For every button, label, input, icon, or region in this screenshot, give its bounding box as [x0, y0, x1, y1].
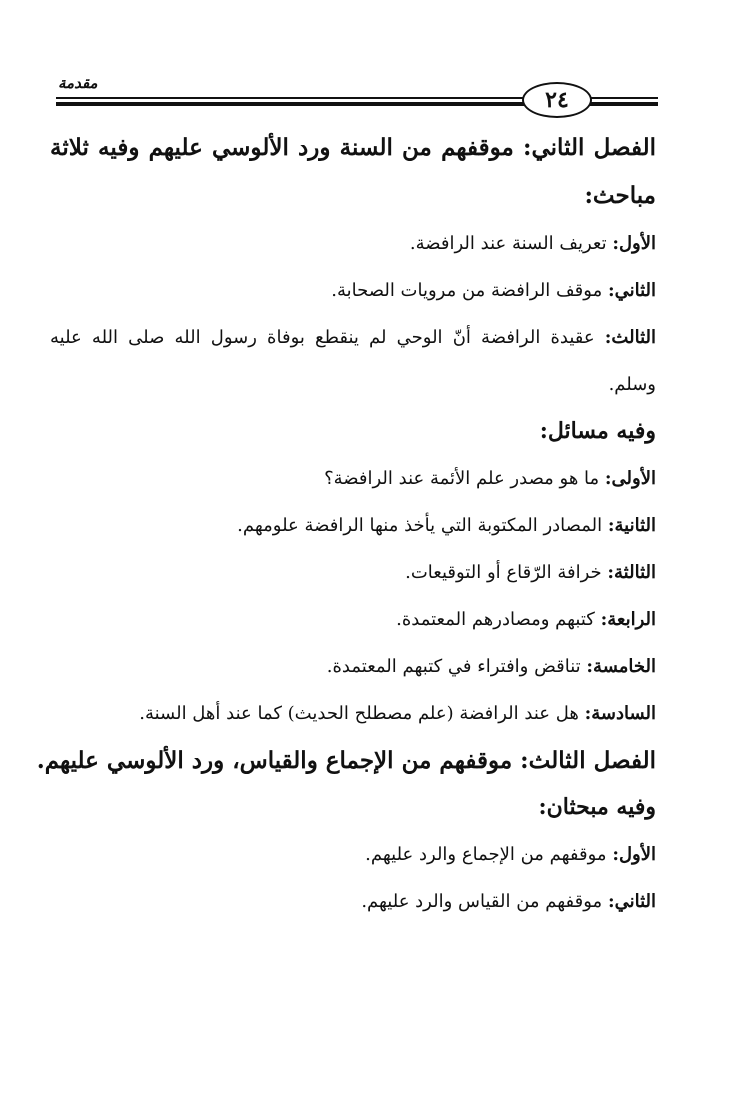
- list-item: السادسة: هل عند الرافضة (علم مصطلح الحديث) كما عند أهل السنة.: [139, 703, 656, 724]
- header-rule-thin-right: [590, 97, 658, 99]
- list-item: الثاني: موقفهم من القياس والرد عليهم.: [361, 891, 656, 912]
- list-item: الثاني: موقف الرافضة من مرويات الصحابة.: [331, 280, 656, 301]
- list-item: الثالث: عقيدة الرافضة أنّ الوحي لم ينقطع بوفاة رسول الله صلى الله عليه وسلم.: [50, 327, 656, 395]
- header-rule-thin: [56, 97, 526, 99]
- page-number: ٢٤: [522, 82, 592, 118]
- list-item: الخامسة: تناقض وافتراء في كتبهم المعتمدة.: [326, 656, 656, 677]
- page-content: [36, 124, 656, 925]
- list-item: الأولى: ما هو مصدر علم الأئمة عند الرافضة؟: [324, 468, 656, 489]
- mabhathan-title: وفيه مبحثان:: [538, 794, 656, 820]
- chapter-2-title: الفصل الثاني: موقفهم من السنة ورد الألوسي عليهم وفيه ثلاثة مباحث:: [50, 134, 656, 209]
- list-item: الثالثة: خرافة الرّقاع أو التوقيعات.: [405, 562, 656, 583]
- page-header: [0, 0, 743, 130]
- list-item: الأول: موقفهم من الإجماع والرد عليهم.: [365, 844, 656, 865]
- list-item: الأول: تعريف السنة عند الرافضة.: [409, 233, 656, 254]
- list-item: الرابعة: كتبهم ومصادرهم المعتمدة.: [396, 609, 656, 630]
- section-label: مقدمة: [58, 74, 98, 92]
- masail-title: وفيه مسائل:: [539, 418, 656, 444]
- chapter-3-title: الفصل الثالث: موقفهم من الإجماع والقياس، ورد الألوسي عليهم.: [36, 747, 656, 774]
- list-item: الثانية: المصادر المكتوبة التي يأخذ منها الرافضة علومهم.: [237, 515, 656, 536]
- header-rule-thick: [56, 102, 526, 106]
- header-rule-thick-right: [590, 102, 658, 106]
